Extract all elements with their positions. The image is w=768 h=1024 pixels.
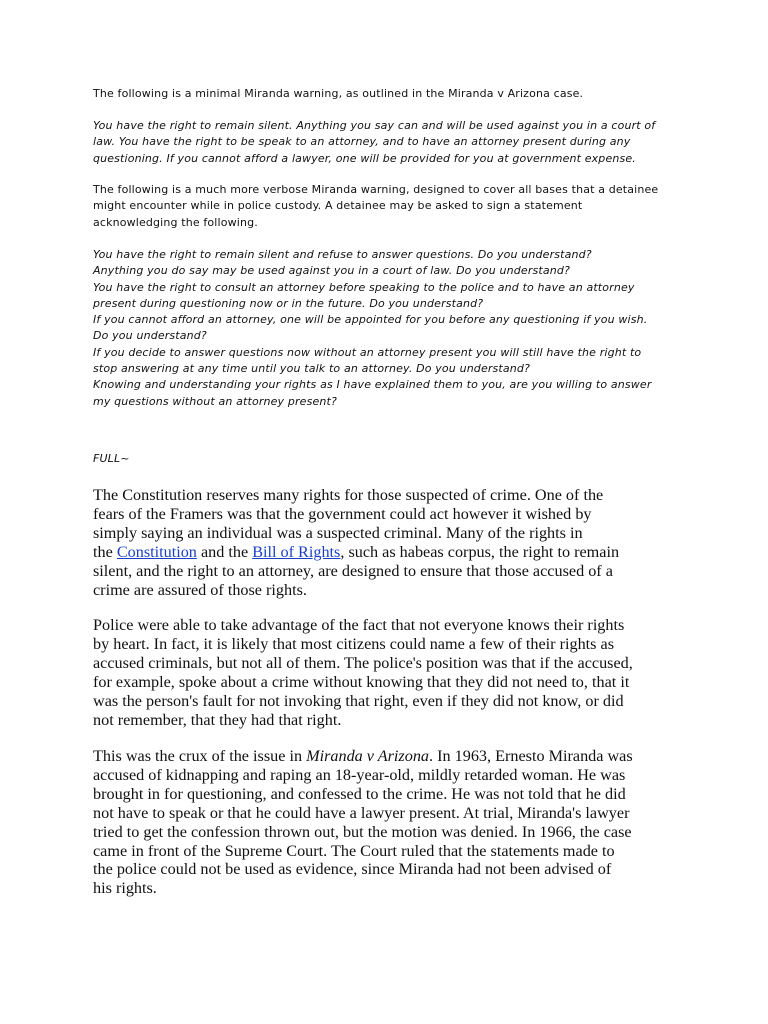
paragraph-text: , such as habeas corpus, the right to remain [340, 542, 620, 561]
case-name: Miranda v Arizona [306, 747, 430, 765]
verbose-warning-lead [93, 182, 693, 231]
paragraph-line: accused criminals, but not all of them. The police's position was that if the accused, [93, 653, 633, 672]
verbose-lead-line: might encounter while in police custody. A detainee may be asked to sign a statement [93, 199, 583, 213]
paragraph-line: brought in for questioning, and confessed to the crime. He was not told that he did [93, 784, 626, 803]
paragraph-line: came in front of the Supreme Court. The Court ruled that the statements made to [93, 841, 615, 860]
minimal-warning-text [93, 118, 693, 167]
full-marker [93, 451, 693, 467]
verbose-warning-text [93, 247, 693, 410]
paragraph-line: for example, spoke about a crime without knowing that they did not need to, that it [93, 672, 630, 691]
minimal-warning-line: law. You have the right to be speak to an attorney, and to have an attorney present during any [93, 135, 631, 149]
paragraph-line: was the person's fault for not invoking that right, even if they did not know, or did [93, 691, 624, 710]
minimal-warning-lead-text: The following is a minimal Miranda warning, as outlined in the Miranda v Arizona case. [93, 87, 584, 100]
constitution-link[interactable]: Constitution [116, 542, 197, 561]
paragraph-line: fears of the Framers was that the government could act however it wished by [93, 504, 592, 523]
article-paragraph-3 [93, 747, 673, 898]
paragraph-line: simply saying an individual was a suspected criminal. Many of the rights in [93, 523, 583, 542]
paragraph-line: not remember, that they had that right. [93, 710, 342, 729]
minimal-warning-lead [93, 86, 693, 102]
verbose-lead-line: acknowledging the following. [93, 215, 258, 229]
verbose-warning-line: Do you understand? [93, 329, 207, 343]
paragraph-line: not have to speak or that he could have a lawyer present. At trial, Miranda's lawyer [93, 803, 630, 822]
verbose-warning-line: If you decide to answer questions now without an attorney present you will still have the right to [93, 345, 642, 359]
paragraph-line: The Constitution reserves many rights for those suspected of crime. One of the [93, 486, 604, 504]
verbose-lead-line: The following is a much more verbose Miranda warning, designed to cover all bases that a detainee [93, 183, 659, 196]
verbose-warning-line: You have the right to consult an attorney before speaking to the police and to have an attorney [93, 280, 635, 294]
paragraph-line: tried to get the confession thrown out, but the motion was denied. In 1966, the case [93, 822, 632, 841]
paragraph-text: This was the crux of the issue in [93, 747, 307, 765]
verbose-warning-line: If you cannot afford an attorney, one will be appointed for you before any questioning if you wish. [93, 313, 648, 327]
verbose-warning-line: You have the right to remain silent and refuse to answer questions. Do you understand? [93, 248, 592, 261]
verbose-warning-line: present during questioning now or in the future. Do you understand? [93, 296, 484, 310]
paragraph-text: the [93, 542, 117, 561]
paragraph-line [93, 543, 673, 562]
article-paragraph-1 [93, 486, 673, 599]
verbose-warning-line: Knowing and understanding your rights as I have explained them to you, are you willing to answer [93, 378, 652, 392]
paragraph-line: silent, and the right to an attorney, are designed to ensure that those accused of a [93, 561, 613, 580]
verbose-warning-line: my questions without an attorney present? [93, 394, 337, 408]
paragraph-line: his rights. [93, 879, 157, 898]
paragraph-line: the police could not be used as evidence, since Miranda had not been advised of [93, 860, 612, 879]
paragraph-line: Police were able to take advantage of the fact that not everyone knows their rights [93, 616, 625, 634]
paragraph-line: by heart. In fact, it is likely that most citizens could name a few of their rights as [93, 634, 614, 653]
article-paragraph-2 [93, 616, 673, 729]
paragraph-line: accused of kidnapping and raping an 18-year-old, mildly retarded woman. He was [93, 765, 626, 784]
verbose-warning-line: Anything you do say may be used against you in a court of law. Do you understand? [93, 264, 570, 278]
full-marker-text: FULL~ [93, 452, 130, 465]
verbose-warning-line: stop answering at any time until you talk to an attorney. Do you understand? [93, 362, 531, 376]
paragraph-text: and the [196, 542, 253, 561]
paragraph-text: . In 1963, Ernesto Miranda was [429, 747, 633, 765]
bill-of-rights-link[interactable]: Bill of Rights [252, 542, 341, 561]
paragraph-line: crime are assured of those rights. [93, 580, 307, 599]
minimal-warning-line: You have the right to remain silent. Anything you say can and will be used against you in a court of [93, 119, 656, 132]
minimal-warning-line: questioning. If you cannot afford a lawyer, one will be provided for you at government expense. [93, 151, 636, 165]
paragraph-line [93, 747, 673, 766]
